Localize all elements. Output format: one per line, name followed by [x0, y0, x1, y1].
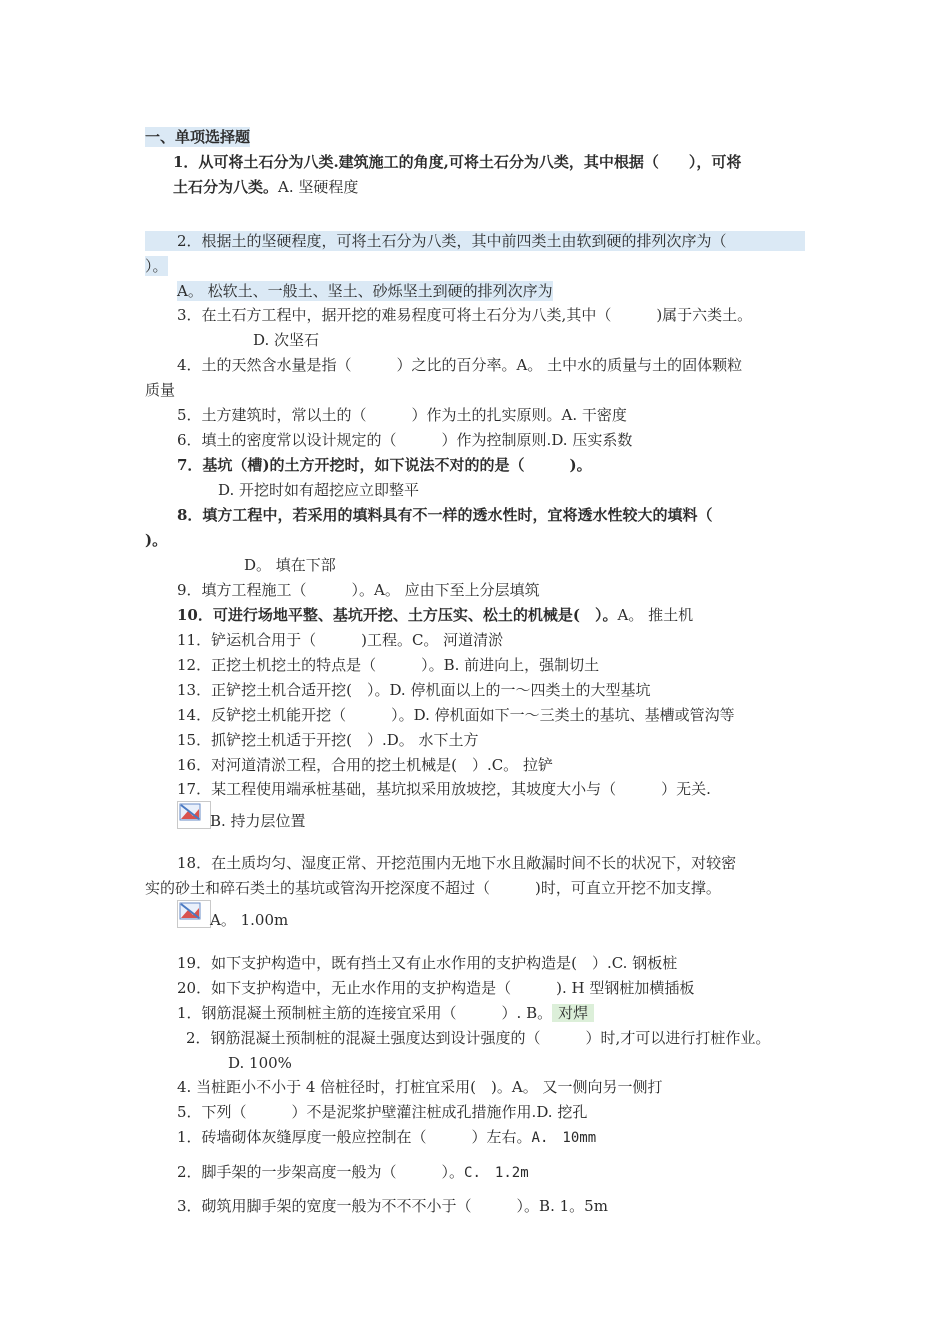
pile-question-2: 2．钢筋混凝土预制桩的混凝土强度达到设计强度的（ ）时,才可以进行打桩作业。	[186, 1029, 771, 1047]
pile-question-1	[177, 1003, 594, 1023]
question-9: 9．填方工程施工（ ）。A。 应由下至上分层填筑	[177, 581, 540, 599]
question-14: 14．反铲挖土机能开挖（ ）。D. 停机面如下一～三类土的基坑、基槽或管沟等	[177, 706, 735, 724]
question-10-text: 10．可进行场地平整、基坑开挖、土方压实、松土的机械是( ）。	[177, 606, 618, 624]
question-19: 19．如下支护构造中，既有挡土又有止水作用的支护构造是( ）.C. 钢板桩	[177, 954, 678, 972]
question-10	[177, 605, 693, 625]
question-8-line1: 8．填方工程中，若采用的填料具有不一样的透水性时，宜将透水性较大的填料（	[177, 506, 713, 524]
question-11: 11．铲运机合用于（ )工程。C。 河道清淤	[177, 631, 504, 649]
question-6: 6．填土的密度常以设计规定的（ ）作为控制原则.D. 压实系数	[177, 431, 633, 449]
pile-question-5: 5．下列（ ）不是泥浆护壁灌注桩成孔措施作用.D. 挖孔	[177, 1103, 588, 1121]
pile-question-1-answer: 对焊	[552, 1004, 594, 1022]
masonry-question-1-answer: A. 10mm	[531, 1130, 597, 1146]
question-1-answer: A. 坚硬程度	[278, 178, 359, 196]
question-1-line1: 1．从可将土石分为八类.建筑施工的角度,可将土石分为八类，其中根据（ ），可将	[173, 153, 742, 171]
question-1-continuation: 土石分为八类。	[173, 178, 279, 196]
question-7: 7．基坑（槽)的土方开挖时，如下说法不对的的是（ )。	[177, 456, 592, 474]
question-3-answer: D. 次坚石	[253, 331, 320, 349]
broken-image-icon	[177, 801, 211, 829]
masonry-question-2-text: 2．脚手架的一步架高度一般为（ ）。	[177, 1163, 465, 1181]
question-4-line1: 4．土的天然含水量是指（ ）之比的百分率。A。 土中水的质量与土的固体颗粒	[177, 356, 743, 374]
question-18-line2: 实的砂土和碎石类土的基坑或管沟开挖深度不超过（ )时，可直立开挖不加支撑。	[145, 879, 721, 897]
question-2-answer: A。 松软土、一般土、坚土、砂烁坚土到硬的排列次序为	[177, 282, 553, 300]
question-4-line2: 质量	[145, 381, 176, 399]
question-3: 3．在土石方工程中，据开挖的难易程度可将土石分为八类,其中（ )属于六类土。	[177, 306, 753, 324]
question-10-answer: A。 推土机	[617, 606, 694, 624]
masonry-question-3: 3．砌筑用脚手架的宽度一般为不不不小于（ ）。B. 1。5m	[177, 1197, 608, 1215]
question-18-answer: A。 1.00m	[210, 911, 289, 929]
masonry-question-1	[177, 1127, 596, 1148]
question-5: 5．土方建筑时，常以土的（ ）作为土的扎实原则。A. 干密度	[177, 406, 627, 424]
masonry-question-1-text: 1．砖墙砌体灰缝厚度一般应控制在（ ）左右。	[177, 1128, 532, 1146]
question-16: 16．对河道清淤工程，合用的挖土机械是( ）.C。 拉铲	[177, 756, 553, 774]
pile-question-1-text: 1．钢筋混凝土预制桩主筋的连接宜采用（ ）. B。	[177, 1004, 553, 1022]
pile-question-4: 4. 当桩距小不小于 4 倍桩径时，打桩宜采用( )。A。 又一侧向另一侧打	[177, 1078, 663, 1096]
pile-question-2-answer: D. 100%	[228, 1054, 292, 1072]
question-2-line1: 2．根据土的坚硬程度，可将土石分为八类，其中前四类土由软到硬的排列次序为（	[145, 231, 805, 251]
question-13: 13．正铲挖土机合适开挖( ）。D. 停机面以上的一～四类土的大型基坑	[177, 681, 651, 699]
question-15: 15．抓铲挖土机适于开挖( ）.D。 水下土方	[177, 731, 479, 749]
section-heading: 一、单项选择题	[145, 128, 251, 146]
question-12: 12．正挖土机挖土的特点是（ ）。B. 前进向上，强制切土	[177, 656, 600, 674]
masonry-question-2	[177, 1162, 529, 1183]
question-17: 17．某工程使用端承桩基础，基坑拟采用放坡挖，其坡度大小与（ ）无关.	[177, 780, 711, 798]
question-8-line2: )。	[145, 531, 168, 549]
question-20: 20．如下支护构造中，无止水作用的支护构造是（ ). H 型钢桩加横插板	[177, 979, 695, 997]
masonry-question-2-answer: C. 1.2m	[464, 1165, 529, 1181]
question-18-line1: 18．在土质均匀、湿度正常、开挖范围内无地下水且敞漏时间不长的状况下，对较密	[177, 854, 737, 872]
broken-image-icon	[177, 900, 211, 928]
question-2-line2: ）。	[145, 257, 168, 275]
question-1-line2	[173, 177, 358, 197]
question-8-answer: D。 填在下部	[244, 556, 336, 574]
question-7-answer: D. 开挖时如有超挖应立即整平	[218, 481, 420, 499]
question-17-answer: B. 持力层位置	[210, 812, 306, 830]
